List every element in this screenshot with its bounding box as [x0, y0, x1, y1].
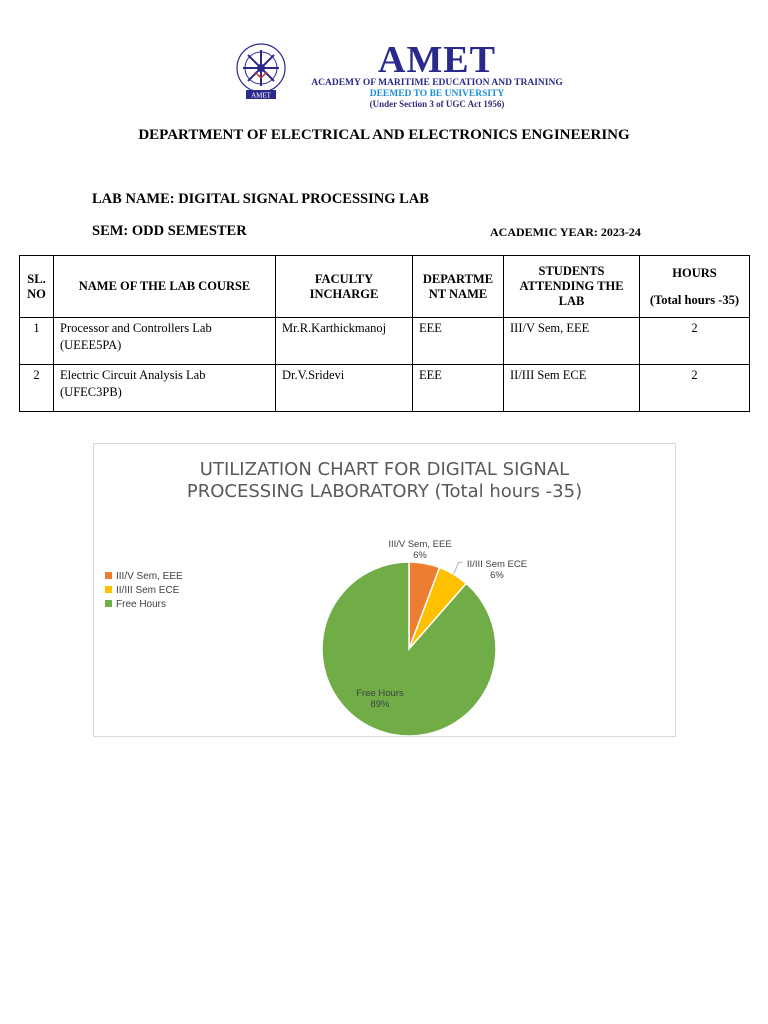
col-header-students: STUDENTS ATTENDING THE LAB: [504, 256, 640, 318]
data-label: III/V Sem, EEE: [388, 539, 452, 550]
legend-label: Free Hours: [116, 599, 167, 610]
brand-deemed: DEEMED TO BE UNIVERSITY: [369, 89, 505, 99]
chart-title-line2: PROCESSING LABORATORY (Total hours -35): [186, 481, 583, 502]
cell-hours: 2: [640, 318, 750, 365]
pie-slice: [322, 562, 496, 736]
col-header-faculty: FACULTY INCHARGE: [276, 256, 413, 318]
col-header-slno: SL. NO: [20, 256, 54, 318]
brand-full-name: ACADEMY OF MARITIME EDUCATION AND TRAINING: [311, 78, 563, 88]
brand-ugc: (Under Section 3 of UGC Act 1956): [369, 99, 505, 109]
data-label: 6%: [413, 550, 427, 561]
cell-students: III/V Sem, EEE: [504, 318, 640, 365]
amet-emblem-icon: [228, 42, 294, 102]
col-header-dept: DEPARTME NT NAME: [413, 256, 504, 318]
cell-course: Processor and Controllers Lab (UEEE5PA): [54, 318, 276, 365]
cell-dept: EEE: [413, 318, 504, 365]
academic-year: ACADEMIC YEAR: 2023-24: [490, 225, 641, 239]
legend-label: III/V Sem, EEE: [116, 571, 183, 582]
pie-chart: [94, 444, 675, 736]
svg-text:AMET: AMET: [251, 91, 271, 100]
cell-hours: 2: [640, 365, 750, 412]
cell-faculty: Dr.V.Sridevi: [276, 365, 413, 412]
utilization-chart: [93, 443, 676, 737]
brand-block: [302, 39, 572, 109]
chart-title-line1: UTILIZATION CHART FOR DIGITAL SIGNAL: [199, 459, 570, 480]
lab-table: [19, 255, 750, 412]
table-row: [20, 365, 750, 412]
data-label: Free Hours: [356, 688, 404, 699]
cell-dept: EEE: [413, 365, 504, 412]
department-heading: DEPARTMENT OF ELECTRICAL AND ELECTRONICS ENGINEERING: [138, 127, 630, 143]
col-header-hours: [640, 256, 750, 318]
cell-course: Electric Circuit Analysis Lab (UFEC3PB): [54, 365, 276, 412]
leader-line: [454, 562, 463, 574]
hours-total-label: (Total hours -35): [649, 292, 740, 307]
table-header-row: [20, 256, 750, 318]
cell-slno: 2: [20, 365, 54, 412]
data-label: II/III Sem ECE: [466, 559, 528, 570]
cell-students: II/III Sem ECE: [504, 365, 640, 412]
col-header-course: NAME OF THE LAB COURSE: [54, 256, 276, 318]
semester: SEM: ODD SEMESTER: [92, 223, 247, 239]
cell-slno: 1: [20, 318, 54, 365]
cell-faculty: Mr.R.Karthickmanoj: [276, 318, 413, 365]
legend-label: II/III Sem ECE: [116, 585, 180, 596]
table-row: [20, 318, 750, 365]
lab-name: LAB NAME: DIGITAL SIGNAL PROCESSING LAB: [92, 191, 429, 207]
amet-logo: [228, 39, 568, 112]
data-label: 89%: [370, 699, 390, 710]
hours-label: HOURS: [672, 265, 717, 280]
brand-name: AMET: [378, 39, 496, 81]
data-label: 6%: [490, 570, 504, 581]
